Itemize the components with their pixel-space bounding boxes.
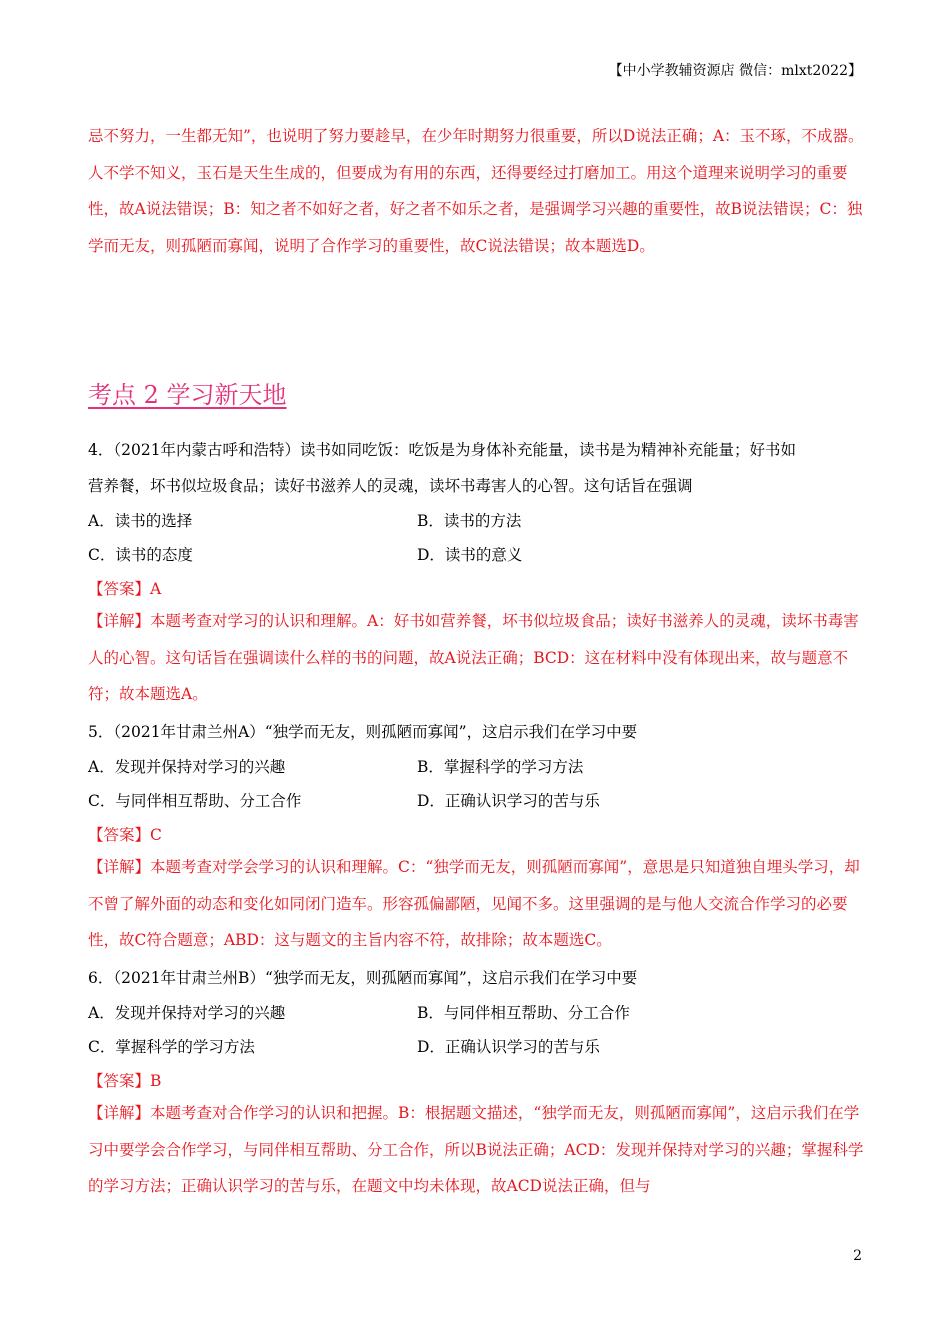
question-5-option-a[interactable]: A．发现并保持对学习的兴趣	[88, 758, 286, 776]
question-6-detail	[88, 1095, 864, 1205]
question-4-option-a[interactable]: A．读书的选择	[88, 512, 193, 530]
question-4-detail	[88, 603, 864, 713]
page-number: 2	[853, 1248, 862, 1264]
question-5-detail	[88, 849, 864, 959]
detail-tag: 【详解】	[88, 1104, 151, 1122]
question-6-answer	[88, 1069, 161, 1091]
detail-tag: 【详解】	[88, 858, 151, 876]
detail-text: 本题考查对合作学习的认识和把握。B：根据题文描述，“独学而无友，则孤陋而寡闻”，这启示我们在学习中要学会合作学习，与同伴相互帮助、分工合作，所以B说法正确；ACD：发现并保持对学习的兴趣；掌握科学的学习方法；正确认识学习的苦与乐，在题文中均未体现，故ACD说法正确，但与	[88, 1104, 864, 1195]
question-5-option-d[interactable]: D．正确认识学习的苦与乐	[417, 792, 600, 810]
question-4-option-d[interactable]: D．读书的意义	[417, 546, 523, 564]
question-5-answer	[88, 823, 162, 845]
question-6-option-a[interactable]: A．发现并保持对学习的兴趣	[88, 1004, 286, 1022]
explanation-continued: 忌不努力，一生都无知”，也说明了努力要趁早，在少年时期努力很重要，所以D说法正确；A：玉不琢，不成器。人不学不知义，玉石是天生生成的，但要成为有用的东西，还得要经过打磨加工。用这个道理来说明学习的重要性，故A说法错误；B：知之者不如好之者，好之者不如乐之者，是强调学习兴趣的重要性，故B说法错误；C：独学而无友，则孤陋而寡闻，说明了合作学习的重要性，故C说法错误；故本题选D。	[88, 127, 864, 255]
detail-text: 本题考查对学习的认识和理解。A：好书如营养餐，坏书似垃圾食品；读好书滋养人的灵魂，读坏书毒害人的心智。这句话旨在强调读什么样的书的问题，故A说法正确；BCD：这在材料中没有体现出来，故与题意不符；故本题选A。	[88, 612, 859, 703]
question-4-option-b[interactable]: B．读书的方法	[417, 512, 522, 530]
answer-value: A	[150, 580, 162, 598]
detail-tag: 【详解】	[88, 612, 151, 630]
question-5-stem-line1: 5．（2021年甘肃兰州A）“独学而无友，则孤陋而寡闻”，这启示我们在学习中要	[88, 723, 638, 741]
question-5-option-c[interactable]: C．与同伴相互帮助、分工合作	[88, 792, 302, 810]
answer-tag: 【答案】	[88, 1072, 151, 1090]
detail-text: 本题考查对学会学习的认识和理解。C：“独学而无友，则孤陋而寡闻”，意思是只知道独自埋头学习，却不曾了解外面的动态和变化如同闭门造车。形容孤偏鄙陋，见闻不多。这里强调的是与他人交流合作学习的必要性，故C符合题意；ABD：这与题文的主旨内容不符，故排除；故本题选C。	[88, 858, 860, 949]
question-4-stem-line1: 4．（2021年内蒙古呼和浩特）读书如同吃饭：吃饭是为身体补充能量，读书是为精神补充能量；好书如	[88, 441, 797, 459]
question-6-option-d[interactable]: D．正确认识学习的苦与乐	[417, 1038, 600, 1056]
question-6-option-c[interactable]: C．掌握科学的学习方法	[88, 1038, 255, 1056]
question-4-stem-line2: 营养餐，坏书似垃圾食品；读好书滋养人的灵魂，读坏书毒害人的心智。这句话旨在强调	[88, 477, 693, 495]
question-4-option-c[interactable]: C．读书的态度	[88, 546, 193, 564]
header-watermark: 【中小学教辅资源店 微信：mlxt2022】	[608, 63, 862, 79]
answer-value: C	[150, 826, 162, 844]
answer-tag: 【答案】	[88, 826, 151, 844]
question-6-stem-line1: 6．（2021年甘肃兰州B）“独学而无友，则孤陋而寡闻”，这启示我们在学习中要	[88, 969, 638, 987]
section-title: 考点 2 学习新天地	[88, 381, 287, 409]
answer-value: B	[150, 1072, 162, 1090]
question-5-option-b[interactable]: B．掌握科学的学习方法	[417, 758, 584, 776]
answer-tag: 【答案】	[88, 580, 151, 598]
question-4-answer	[88, 577, 161, 599]
question-6-option-b[interactable]: B．与同伴相互帮助、分工合作	[417, 1004, 630, 1022]
